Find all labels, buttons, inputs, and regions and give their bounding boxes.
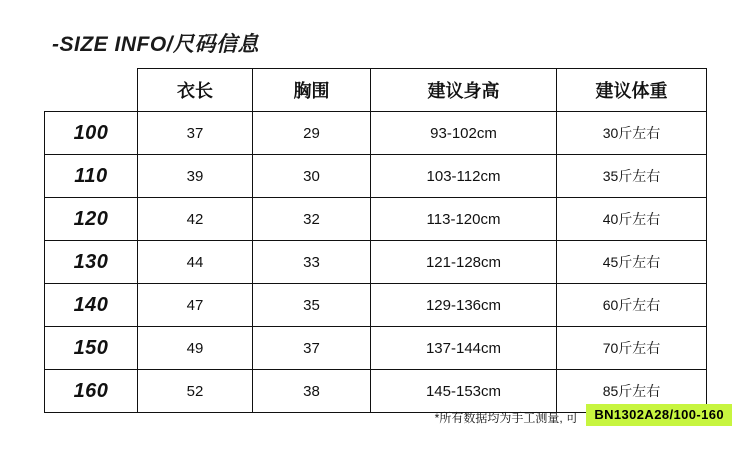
table-row bbox=[45, 284, 707, 327]
cell-weight: 70斤左右 bbox=[557, 327, 707, 370]
cell-length: 39 bbox=[138, 155, 253, 198]
cell-height: 93-102cm bbox=[371, 112, 557, 155]
cell-bust: 29 bbox=[253, 112, 371, 155]
cell-weight: 85斤左右 bbox=[557, 370, 707, 413]
cell-bust: 35 bbox=[253, 284, 371, 327]
table-row bbox=[45, 155, 707, 198]
cell-length: 42 bbox=[138, 198, 253, 241]
table-row bbox=[45, 327, 707, 370]
cell-length: 49 bbox=[138, 327, 253, 370]
table-header-row bbox=[45, 69, 707, 112]
column-header-size bbox=[45, 69, 138, 112]
cell-size: 110 bbox=[45, 155, 138, 198]
cell-height: 121-128cm bbox=[371, 241, 557, 284]
column-header-weight: 建议体重 bbox=[557, 69, 707, 112]
table-row bbox=[45, 112, 707, 155]
cell-weight: 60斤左右 bbox=[557, 284, 707, 327]
cell-size: 150 bbox=[45, 327, 138, 370]
table-header bbox=[45, 69, 707, 112]
cell-length: 52 bbox=[138, 370, 253, 413]
column-header-bust: 胸围 bbox=[253, 69, 371, 112]
product-code-badge: BN1302A28/100-160 bbox=[586, 404, 732, 426]
cell-height: 103-112cm bbox=[371, 155, 557, 198]
cell-size: 130 bbox=[45, 241, 138, 284]
column-header-length: 衣长 bbox=[138, 69, 253, 112]
cell-length: 37 bbox=[138, 112, 253, 155]
size-table-container bbox=[44, 68, 706, 413]
cell-weight: 40斤左右 bbox=[557, 198, 707, 241]
table-body bbox=[45, 112, 707, 413]
table-row bbox=[45, 241, 707, 284]
cell-height: 137-144cm bbox=[371, 327, 557, 370]
column-header-height: 建议身高 bbox=[371, 69, 557, 112]
cell-size: 140 bbox=[45, 284, 138, 327]
cell-weight: 45斤左右 bbox=[557, 241, 707, 284]
cell-size: 120 bbox=[45, 198, 138, 241]
cell-weight: 30斤左右 bbox=[557, 112, 707, 155]
cell-bust: 38 bbox=[253, 370, 371, 413]
cell-length: 44 bbox=[138, 241, 253, 284]
cell-length: 47 bbox=[138, 284, 253, 327]
cell-bust: 32 bbox=[253, 198, 371, 241]
size-table bbox=[44, 68, 707, 413]
measurement-footnote: *所有数据均为手工测量, 可 bbox=[434, 411, 578, 425]
cell-height: 145-153cm bbox=[371, 370, 557, 413]
table-row bbox=[45, 198, 707, 241]
cell-weight: 35斤左右 bbox=[557, 155, 707, 198]
cell-height: 113-120cm bbox=[371, 198, 557, 241]
cell-size: 160 bbox=[45, 370, 138, 413]
cell-bust: 33 bbox=[253, 241, 371, 284]
cell-size: 100 bbox=[45, 112, 138, 155]
cell-height: 129-136cm bbox=[371, 284, 557, 327]
cell-bust: 37 bbox=[253, 327, 371, 370]
cell-bust: 30 bbox=[253, 155, 371, 198]
page-title: -SIZE INFO/尺码信息 bbox=[52, 33, 259, 56]
